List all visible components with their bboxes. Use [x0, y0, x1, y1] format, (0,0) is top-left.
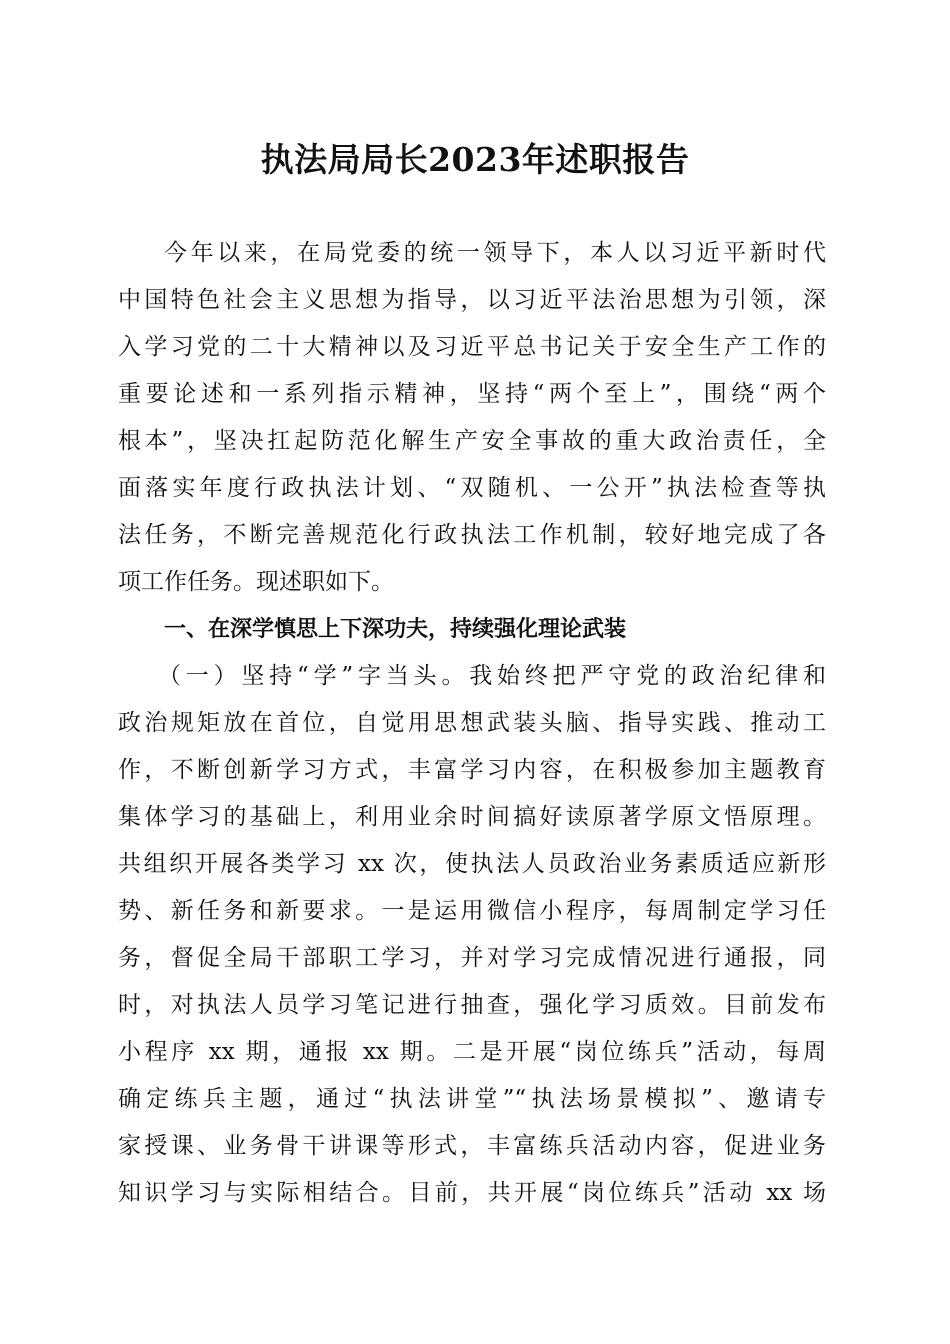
paragraph-line: 共组织开展各类学习 xx 次，使执法人员政治业务素质适应新形 [118, 851, 826, 877]
paragraph-line: 时，对执法人员学习笔记进行抽查，强化学习质效。目前发布 [118, 992, 826, 1018]
paragraph-line: 中国特色社会主义思想为指导，以习近平法治思想为引领，深 [118, 287, 826, 313]
paragraph-line: 势、新任务和新要求。一是运用微信小程序，每周制定学习任 [118, 898, 826, 924]
paragraph-line: 知识学习与实际相结合。目前，共开展“岗位练兵”活动 xx 场 [118, 1180, 826, 1206]
section-heading: 一、在深学慎思上下深功夫，持续强化理论武装 [164, 617, 627, 642]
paragraph-line: 小程序 xx 期，通报 xx 期。二是开展“岗位练兵”活动，每周 [118, 1039, 826, 1065]
paragraph-line: 重要论述和一系列指示精神，坚持“两个至上”，围绕“两个 [118, 381, 826, 407]
paragraph-line: 集体学习的基础上，利用业余时间搞好读原著学原文悟原理。 [118, 804, 826, 830]
paragraph-line: 入学习党的二十大精神以及习近平总书记关于安全生产工作的 [118, 334, 826, 360]
paragraph-line: 项工作任务。现述职如下。 [118, 569, 394, 595]
paragraph-line: 面落实年度行政执法计划、“双随机、一公开”执法检查等执 [118, 475, 826, 501]
document-body [118, 230, 826, 1217]
paragraph-line: 家授课、业务骨干讲课等形式，丰富练兵活动内容，促进业务 [118, 1133, 826, 1159]
paragraph-line: 确定练兵主题，通过“执法讲堂”“执法场景模拟”、邀请专 [118, 1086, 826, 1112]
paragraph-line: 政治规矩放在首位，自觉用思想武装头脑、指导实践、推动工 [118, 710, 826, 736]
paragraph-line: 法任务，不断完善规范化行政执法工作机制，较好地完成了各 [118, 522, 826, 548]
paragraph-line: 作，不断创新学习方式，丰富学习内容，在积极参加主题教育 [118, 757, 826, 783]
document-title: 执法局局长2023年述职报告 [260, 140, 690, 179]
paragraph-line: （一）坚持“学”字当头。我始终把严守党的政治纪律和 [158, 663, 826, 689]
paragraph-line: 根本”，坚决扛起防范化解生产安全事故的重大政治责任，全 [118, 428, 826, 454]
paragraph-line: 务，督促全局干部职工学习，并对学习完成情况进行通报，同 [118, 945, 826, 971]
paragraph-line: 今年以来，在局党委的统一领导下，本人以习近平新时代 [164, 240, 826, 266]
